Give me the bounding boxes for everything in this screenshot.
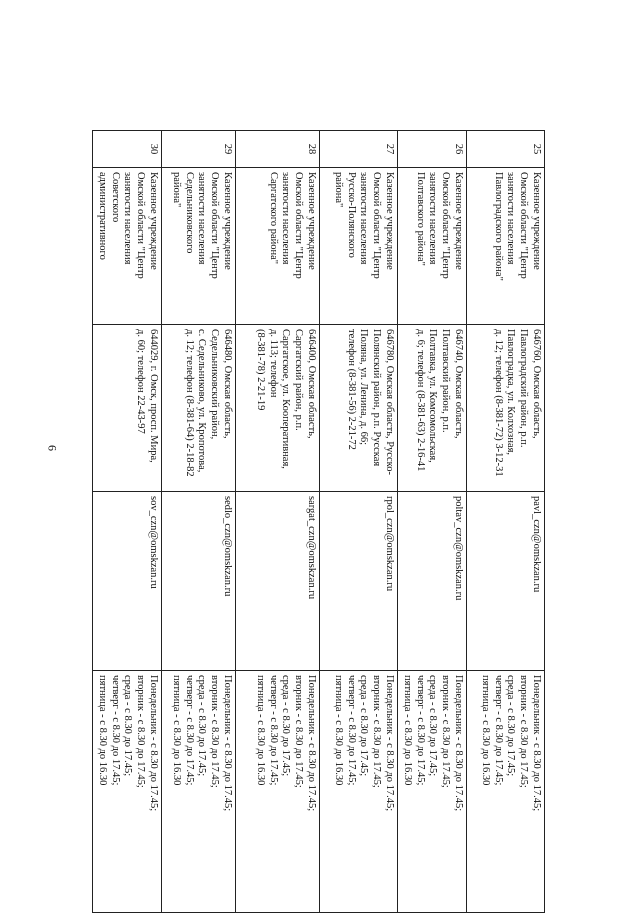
working-hours-line: пятница - с 8.30 до 16.30 [401,675,413,786]
working-hours-line: Понедельник - с 8.30 до 17.45; [222,675,234,812]
working-hours-line: четверг - с 8.30 до 17.45; [267,675,279,786]
email-text: pavl_czn@omskzan.ru [531,496,542,593]
institution-name-line: Павлоградского района" [492,172,504,281]
working-hours-line: вторник - с 8.30 до 17.45; [371,675,383,788]
row-number-cell [320,131,398,168]
working-hours-line: Понедельник - с 8.30 до 17.45; [384,675,396,812]
email-cell [93,492,162,671]
address-cell [320,325,398,492]
working-hours-line: среда - с 8.30 до 17.45; [196,675,208,777]
institution-name-cell [467,168,545,325]
email-cell [236,492,320,671]
address-line: 646780, Омская область, Русско- [384,329,396,475]
row-number: 25 [531,143,542,155]
address-cell [467,325,545,492]
working-hours-line: пятница - с 8.30 до 16.30 [479,675,491,786]
email-text: sargat_czn@omskzan.ru [306,496,318,600]
table-row [236,131,320,913]
working-hours-cell [93,671,162,913]
row-number-cell [467,131,545,168]
institution-name-cell [93,168,162,325]
email-cell [162,492,236,671]
email-text: rpol_czn@omskzan.ru [384,496,396,592]
address-line: 646480, Омская область, [222,329,234,439]
institution-name-line: занятости населения [505,172,517,265]
address-cell [162,325,236,492]
working-hours-line: среда - с 8.30 до 17.45; [505,675,517,777]
working-hours-line: четверг - с 8.30 до 17.45; [492,675,504,786]
table-row [467,131,545,913]
email-text: poltav_czn@omskzan.ru [453,496,464,601]
address-cell [93,325,162,492]
institution-name-line: занятости населения [196,172,208,265]
working-hours-line: вторник - с 8.30 до 17.45; [209,675,221,788]
working-hours-line: пятница - с 8.30 до 16.30 [96,675,108,786]
table-row [398,131,467,913]
working-hours-line: среда - с 8.30 до 17.45; [427,675,439,777]
working-hours-cell [320,671,398,913]
row-number-cell [236,131,320,168]
row-number: 27 [384,143,396,155]
employment-centers-table [92,130,545,913]
institution-name-line: района" [332,172,344,208]
address-line: Полянский район, р.п. Русская [371,329,383,467]
working-hours-line: Понедельник - с 8.30 до 17.45; [453,675,464,812]
institution-name-line: Казенное учреждение [148,172,160,270]
institution-name-line: Саргатского района" [267,172,279,265]
address-cell [398,325,467,492]
page-number: 6 [45,445,60,451]
address-line: д. 113; телефон [267,329,279,398]
address-line: Полтавка, ул. Комсомольская, [427,329,439,463]
address-line: д. 6; телефон (8-381-63) 2-16-41 [414,329,426,472]
institution-name-cell [162,168,236,325]
address-line: 644029, г. Омск, просп. Мира, [148,329,160,463]
working-hours-line: вторник - с 8.30 до 17.45; [518,675,530,788]
address-line: Поляна, ул. Ленина, д. 66; [358,329,370,446]
institution-name-line: Казенное учреждение [222,172,234,270]
working-hours-line: пятница - с 8.30 до 16.30 [332,675,344,786]
working-hours-line: Понедельник - с 8.30 до 17.45; [148,675,160,812]
institution-name-line: административного [96,172,108,260]
row-number-cell [162,131,236,168]
working-hours-line: вторник - с 8.30 до 17.45; [293,675,305,788]
institution-name-line: Седельниковского [183,172,195,254]
institution-name-line: Омской области "Центр [293,172,305,279]
working-hours-cell [236,671,320,913]
institution-name-line: Омской области "Центр [440,172,452,279]
table-row [93,131,162,913]
working-hours-line: среда - с 8.30 до 17.45; [358,675,370,777]
institution-name-line: занятости населения [358,172,370,265]
address-line: д. 12; телефон (8-381-64) 2-18-82 [183,329,195,477]
table-row [162,131,236,913]
address-line: Полтавский район, р.п. [440,329,452,433]
email-cell [398,492,467,671]
institution-name-line: Омской области "Центр [518,172,530,279]
address-line: 646740, Омская область, [453,329,464,439]
row-number: 29 [222,143,234,155]
table-row [320,131,398,913]
institution-name-line: Казенное учреждение [531,172,542,270]
institution-name-line: занятости населения [427,172,439,265]
email-cell [467,492,545,671]
institution-name-cell [320,168,398,325]
institution-name-line: Казенное учреждение [306,172,318,270]
email-text: sov_czn@omskzan.ru [148,496,160,589]
working-hours-line: четверг - с 8.30 до 17.45; [345,675,357,786]
address-line: с. Седельниково, ул. Кропотова, [196,329,208,473]
address-line: д. 12; телефон (8-381-72) 3-12-31 [492,329,504,477]
row-number: 30 [148,143,160,155]
working-hours-line: четверг - с 8.30 до 17.45; [414,675,426,786]
address-line: д. 60; телефон 22-43-97 [135,329,147,434]
working-hours-line: четверг - с 8.30 до 17.45; [183,675,195,786]
address-line: (8-381-78) 2-21-19 [254,329,266,411]
address-line: 646760, Омская область, [531,329,542,439]
email-cell [320,492,398,671]
address-line: 646400, Омская область, [306,329,318,439]
institution-name-line: района" [170,172,182,208]
row-number: 28 [306,143,318,155]
working-hours-line: Понедельник - с 8.30 до 17.45; [306,675,318,812]
working-hours-cell [467,671,545,913]
institution-name-line: Казенное учреждение [384,172,396,270]
institution-name-line: Русско-Полянского [345,172,357,258]
working-hours-line: пятница - с 8.30 до 16.30 [254,675,266,786]
working-hours-line: среда - с 8.30 до 17.45; [280,675,292,777]
address-line: телефон (8-381-56) 2-21-72 [345,329,357,450]
address-line: Павлоградский район, р.п. [518,329,530,448]
row-number: 26 [453,143,464,155]
email-text: sedlo_czn@omskzan.ru [222,496,234,597]
institution-name-line: Омской области "Центр [135,172,147,279]
working-hours-line: вторник - с 8.30 до 17.45; [135,675,147,788]
institution-name-line: Советского [109,172,121,223]
institution-name-cell [398,168,467,325]
institution-name-line: занятости населения [122,172,134,265]
address-line: Павлоградка, ул. Колхозная, [505,329,517,456]
working-hours-line: среда - с 8.30 до 17.45; [122,675,134,777]
address-line: Саргатское, ул. Кооперативная, [280,329,292,469]
working-hours-line: четверг - с 8.30 до 17.45; [109,675,121,786]
working-hours-line: вторник - с 8.30 до 17.45; [440,675,452,788]
working-hours-line: пятница - с 8.30 до 16.30 [170,675,182,786]
institution-name-line: Полтавского района" [414,172,426,266]
address-line: Саргатский район, р.п. [293,329,305,431]
institution-name-line: Казенное учреждение [453,172,464,270]
institution-name-line: занятости населения [280,172,292,265]
institution-name-cell [236,168,320,325]
institution-name-line: Омской области "Центр [371,172,383,279]
working-hours-cell [398,671,467,913]
working-hours-line: Понедельник - с 8.30 до 17.45; [531,675,542,812]
address-cell [236,325,320,492]
address-line: Седельниковский район, [209,329,221,440]
institution-name-line: Омской области "Центр [209,172,221,279]
row-number-cell [93,131,162,168]
working-hours-cell [162,671,236,913]
row-number-cell [398,131,467,168]
